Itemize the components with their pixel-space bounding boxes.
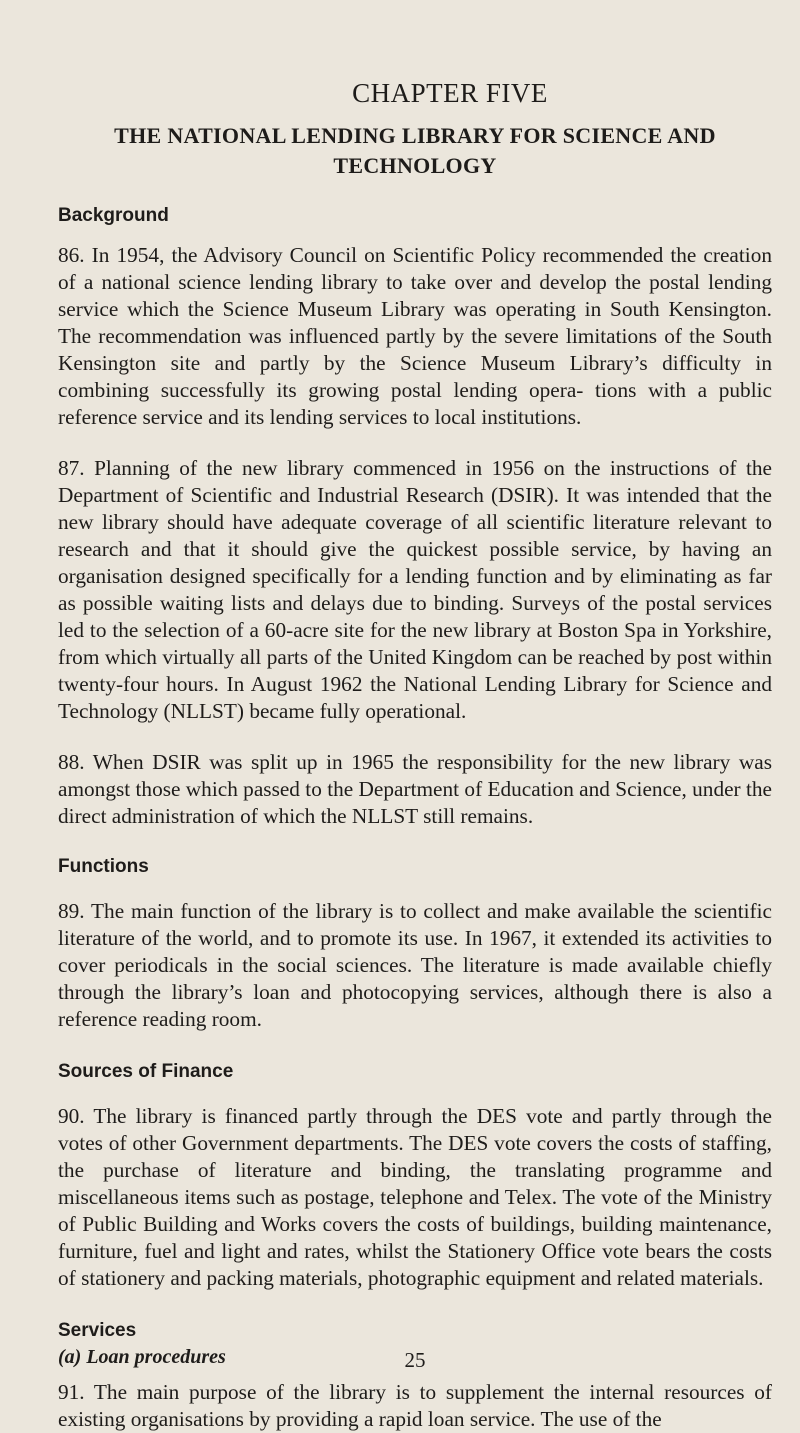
document-page — [0, 78, 800, 1431]
section-heading-background: Background — [58, 205, 169, 226]
section-heading-services: Services — [58, 1320, 137, 1341]
section-heading-functions: Functions — [58, 856, 149, 877]
chapter-heading: CHAPTER FIVE — [352, 78, 548, 108]
subheading-loan-procedures: (a) Loan procedures — [58, 1346, 226, 1368]
paragraph-86: 86. In 1954, the Advisory Council on Scientific Policy recommended the creation of a national science lending library to take over and develop the postal lending service which the Science Museum Library was operating in South Kensington. The recommendation was influenced partly by the severe limitations of the South Kensington site and partly by the Science Museum Library’s difficulty in combining successfully its growing postal lending opera- tions with a public reference service and its lending services to local institutions. — [58, 243, 772, 429]
page-number: 25 — [404, 1348, 426, 1372]
paragraph-88: 88. When DSIR was split up in 1965 the responsibility for the new library was amongst those which passed to the Department of Education and Science, under the direct administration of which the NLLST still remains. — [58, 750, 772, 828]
section-heading-finance: Sources of Finance — [58, 1061, 234, 1082]
chapter-title: THE NATIONAL LENDING LIBRARY FOR SCIENCE AND TECHNOLOGY — [114, 123, 716, 178]
paragraph-89: 89. The main function of the library is to collect and make available the scientific literature of the world, and to promote its use. In 1967, it extended its activities to cover periodicals in the social sciences. The literature is made available chiefly through the library’s loan and photocopying services, although there is also a reference reading room. — [58, 899, 772, 1031]
paragraph-90: 90. The library is financed partly through the DES vote and partly through the votes of other Government departments. The DES vote covers the costs of staffing, the purchase of literature and binding, the translating programme and miscellaneous items such as postage, telephone and Telex. The vote of the Ministry of Public Building and Works covers the costs of buildings, building maintenance, furniture, fuel and light and rates, whilst the Stationery Office vote bears the costs of stationery and packing materials, photographic equipment and related materials. — [58, 1104, 772, 1290]
paragraph-87: 87. Planning of the new library commenced in 1956 on the instructions of the Department of Scientific and Industrial Research (DSIR). It was intended that the new library should have adequate coverage of all scientific literature relevant to research and that it should give the quickest possible service, by having an organisation designed specifically for a lending function and by eliminating as far as possible waiting lists and delays due to binding. Surveys of the postal services led to the selection of a 60-acre site for the new library at Boston Spa in Yorkshire, from which virtually all parts of the United Kingdom can be reached by post within twenty-four hours. In August 1962 the National Lending Library for Science and Technology (NLLST) became fully operational. — [58, 456, 772, 723]
paragraph-91: 91. The main purpose of the library is to supplement the internal resources of existing organisations by providing a rapid loan service. The use of the — [58, 1380, 772, 1431]
